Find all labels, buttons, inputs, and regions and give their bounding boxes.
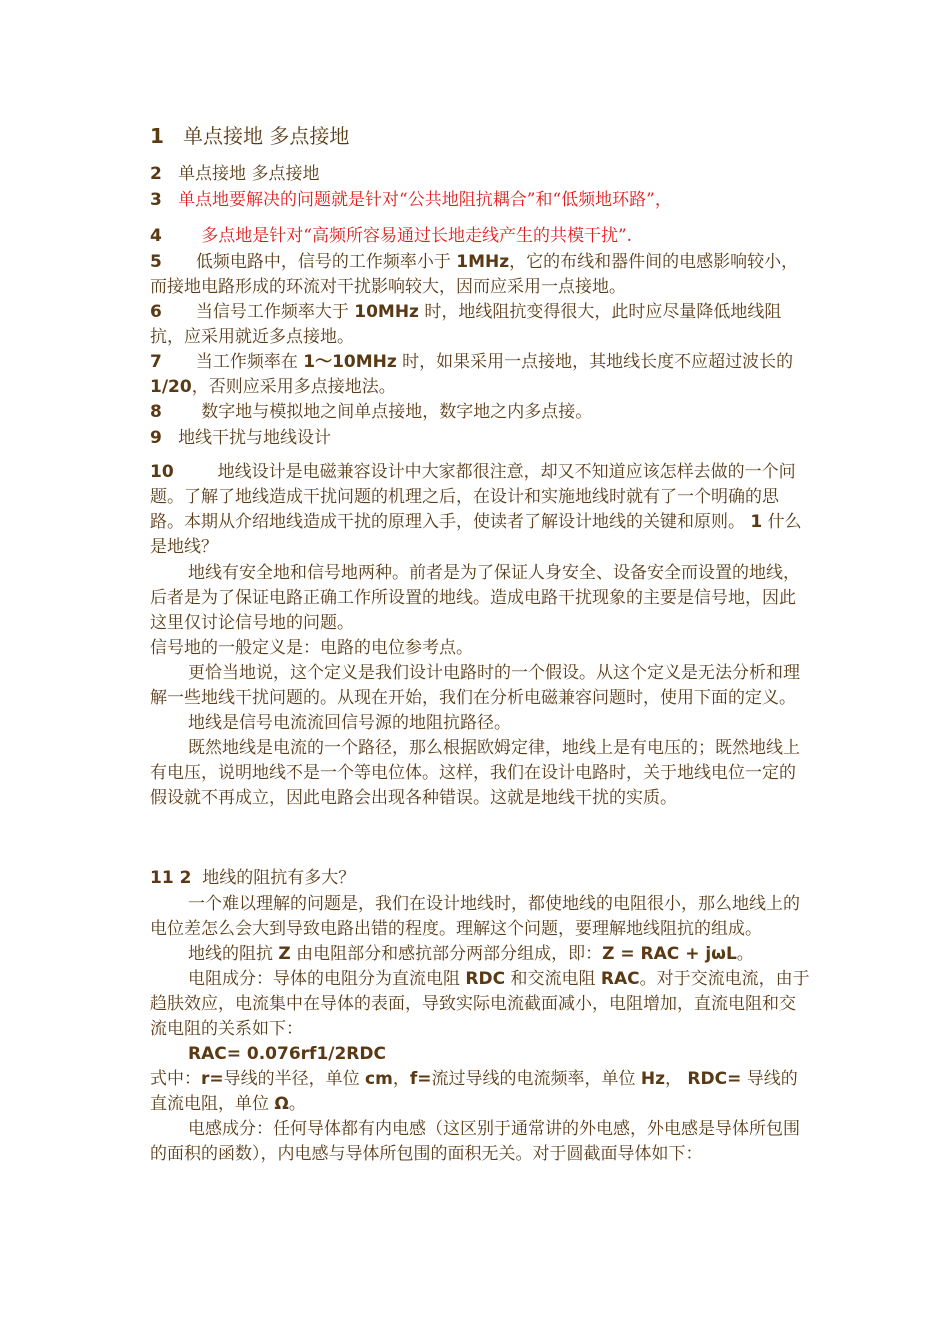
item-text: 地线的阻抗有多大？: [202, 868, 356, 888]
text: 。: [288, 1094, 306, 1114]
paragraph: 电感成分：任何导体都有内电感（这区别于通常讲的外电感，外电感是导体所包围的面积的函数），内电感与导体所包围的面积无关。对于圆截面导体如下：: [150, 1119, 800, 1164]
text: 流过导线的电流频率，单位: [431, 1069, 641, 1089]
paragraph: 既然地线是电流的一个路径，那么根据欧姆定律，地线上是有电压的；既然地线上有电压，说明地线不是一个等电位体。这样，我们在设计电路时，关于地线电位一定的假设就不再成立，因此电路会出现各种错误。这就是地线干扰的实质。: [150, 738, 800, 808]
item-text: 地线设计是电磁兼容设计中大家都很注意，却又不知道应该怎样去做的一个问题。了解了地线造成干扰问题的机理之后，在设计和实施地线时就有了一个明确的思路。本期从介绍地线造成干扰的原理入手，使读者了解设计地线的关键和原则。: [150, 462, 796, 532]
item-number: 5: [150, 252, 162, 272]
formula: RAC= 0.076rf1/2RDC: [188, 1044, 386, 1064]
item-text: 低频电路中，信号的工作频率小于: [195, 252, 457, 272]
item-bold: 1MHz: [456, 252, 510, 272]
text: 地线的阻抗: [188, 944, 279, 964]
text: 导线的直流电阻，单位: [150, 1069, 798, 1114]
item-4: [150, 224, 810, 249]
paragraph-variables: [150, 1067, 810, 1117]
item-text: 时，如果采用一点接地，其地线长度不应超过波长的: [396, 352, 794, 372]
paragraph: 地线有安全地和信号地两种。前者是为了保证人身安全、设备安全而设置的地线，后者是为了保证电路正确工作所设置的地线。造成电路干扰现象的主要是信号地，因此这里仅讨论信号地的问题。: [150, 563, 800, 633]
text: 和交流电阻: [505, 969, 601, 989]
bold: Z: [278, 944, 291, 964]
item-number: 6: [150, 302, 162, 322]
paragraph: 一个难以理解的问题是，我们在设计地线时，都使地线的电阻很小，那么地线上的电位差怎么会大到导致电路出错的程度。理解这个问题，要理解地线阻抗的组成。: [150, 894, 800, 939]
bold: Ω: [274, 1094, 289, 1114]
item-bold: 1/20: [150, 377, 192, 397]
item-number: 7: [150, 352, 162, 372]
item-text: 地线干扰与地线设计: [178, 428, 332, 448]
item-text: 单点地要解决的问题就是针对“公共地阻抗耦合”和“低频地环路”，: [178, 190, 672, 210]
item-8: [150, 400, 810, 425]
item-number: 4: [150, 226, 162, 246]
section-paragraphs-a: [150, 561, 810, 811]
bold: Hz: [640, 1069, 666, 1089]
item-text: ，它的布线和器件间的电感影响较小，而接地电路形成的环流对干扰影响较大，因而应采用一点接地。: [150, 252, 799, 297]
paragraph: 信号地的一般定义是：电路的电位参考点。: [150, 638, 473, 658]
item-9: [150, 426, 810, 451]
item-number: 2: [150, 164, 162, 184]
text: ，: [392, 1069, 410, 1089]
item-text: 当工作频率在: [195, 352, 304, 372]
bold: RDC: [465, 969, 506, 989]
item-text: ，否则应采用多点接地法。: [191, 377, 396, 397]
text: 导线的半径，单位: [223, 1069, 366, 1089]
text: 。对于交流电流，由于趋肤效应，电流集中在导体的表面，导致实际电流截面减小，电阻增加，直流电阻和交流电阻的关系如下：: [150, 969, 810, 1039]
item-text: 单点接地 多点接地: [178, 164, 320, 184]
bold: f=: [409, 1069, 432, 1089]
paragraph: 地线是信号电流流回信号源的地阻抗路径。: [188, 713, 511, 733]
item-5: [150, 250, 810, 300]
item-2: [150, 162, 810, 187]
bold: RDC=: [687, 1069, 742, 1089]
item-bold: 1～10MHz: [303, 352, 397, 372]
bold: RAC: [600, 969, 640, 989]
item-text: 当信号工作频率大于: [195, 302, 355, 322]
bold: Z = RAC + jωL: [602, 944, 737, 964]
item-text: 单点接地 多点接地: [183, 124, 350, 148]
item-text: 时，地线阻抗变得很大，此时应尽量降低地线阻抗，应采用就近多点接地。: [150, 302, 782, 347]
item-text: 什么是地线？: [150, 512, 802, 557]
item-number: 10: [150, 462, 174, 482]
item-1: [150, 122, 810, 150]
paragraph-resistance: [150, 967, 810, 1042]
text: 式中：: [150, 1069, 201, 1089]
item-3: [150, 188, 810, 213]
item-number: 3: [150, 190, 162, 210]
paragraph: 更恰当地说，这个定义是我们设计电路时的一个假设。从这个定义是无法分析和理解一些地线干扰问题的。从现在开始，我们在分析电磁兼容问题时，使用下面的定义。: [150, 663, 800, 708]
item-number: 11 2: [150, 868, 192, 888]
paragraph-impedance: [150, 942, 810, 967]
item-text: 数字地与模拟地之间单点接地，数字地之内多点接。: [201, 402, 593, 422]
item-7: [150, 350, 810, 400]
item-6: [150, 300, 810, 350]
item-10: [150, 460, 810, 560]
section-paragraphs-b: [150, 892, 810, 1167]
item-text: 多点地是针对“高频所容易通过长地走线产生的共模干扰”.: [201, 226, 633, 246]
bold: cm: [365, 1069, 393, 1089]
item-bold: 1: [750, 512, 763, 532]
text: 电阻成分：导体的电阻分为直流电阻: [188, 969, 466, 989]
item-number: 9: [150, 428, 162, 448]
item-number: 8: [150, 402, 162, 422]
item-11: [150, 866, 810, 891]
text: ，: [665, 1069, 688, 1089]
bold: r=: [201, 1069, 224, 1089]
text: 。: [736, 944, 754, 964]
text: 由电阻部分和感抗部分两部分组成，即：: [290, 944, 603, 964]
item-bold: 10MHz: [354, 302, 419, 322]
item-number: 1: [150, 124, 164, 148]
